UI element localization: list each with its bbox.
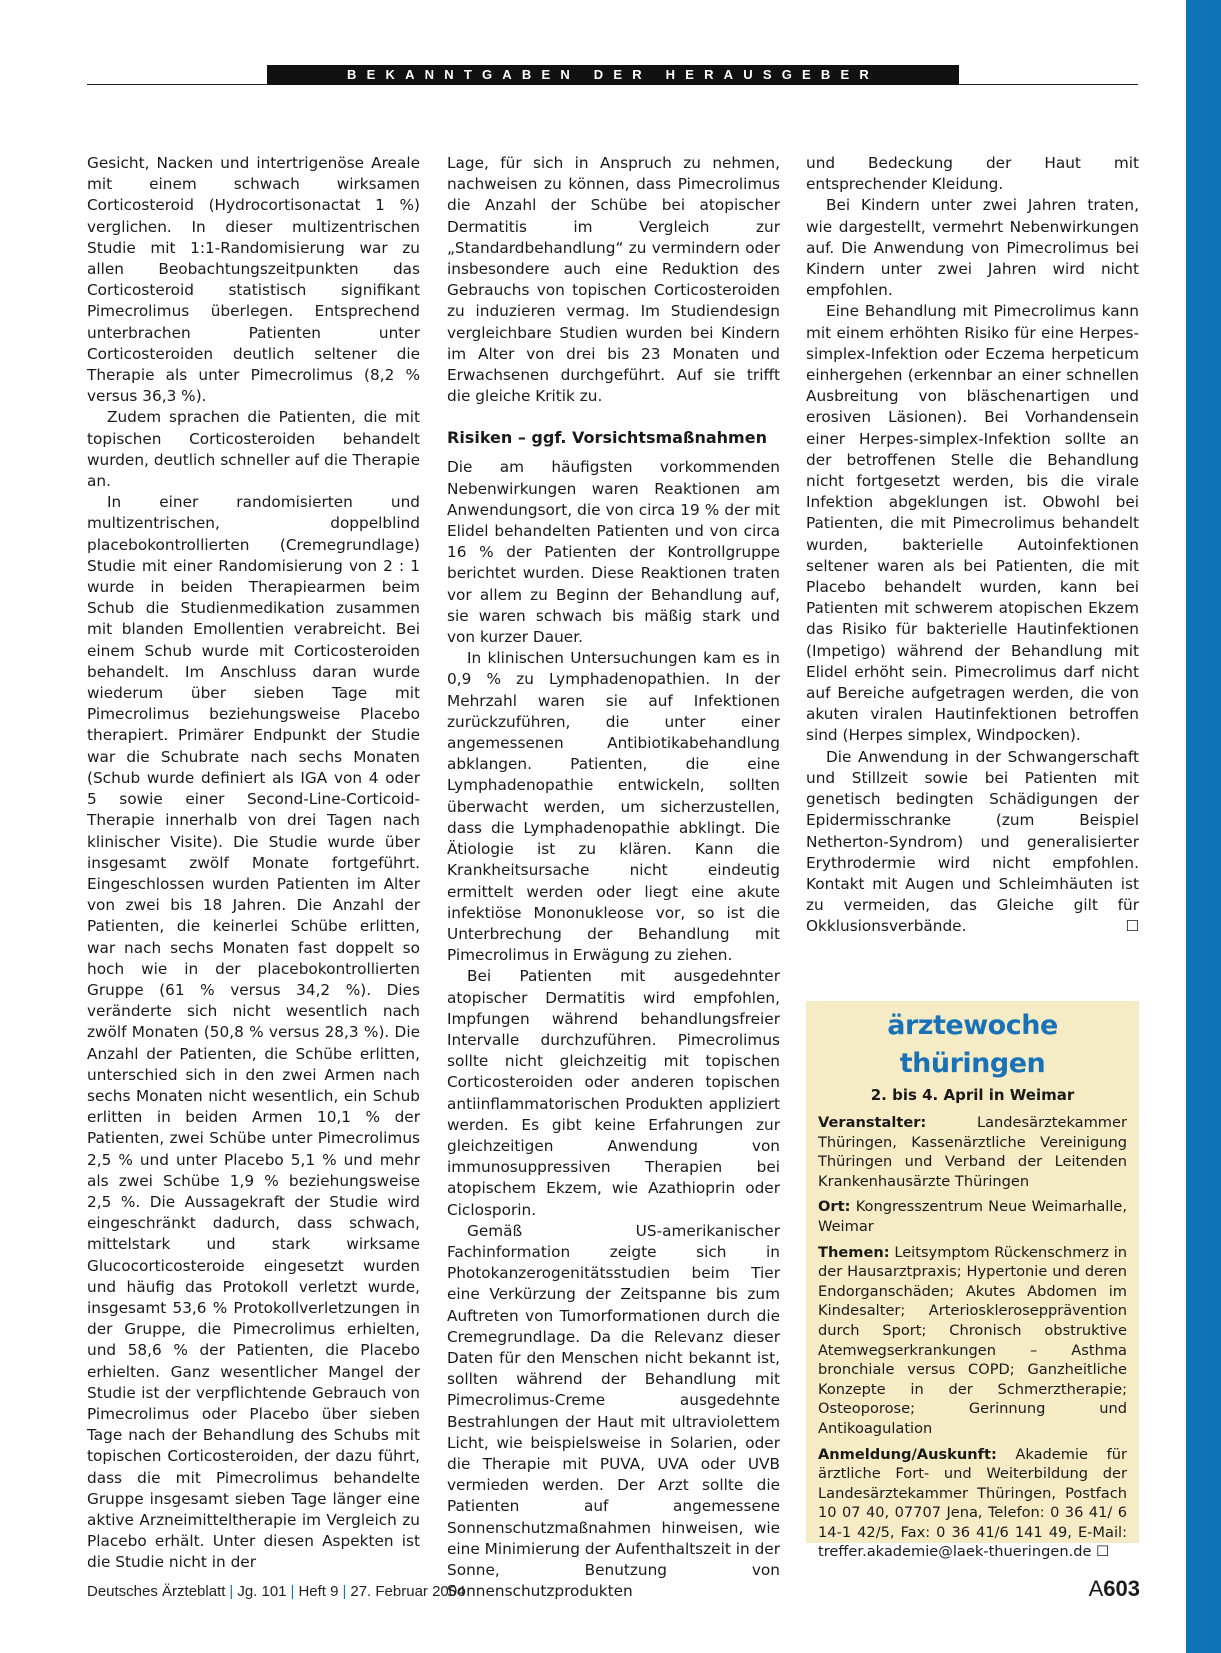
paragraph: und Bedeckung der Haut mit entsprechender Kleidung.	[806, 154, 1139, 194]
issue: Heft 9	[298, 1583, 339, 1600]
volume: Jg. 101	[237, 1583, 287, 1600]
location-text: Kongresszentrum Neue Weimarhalle, Weimar	[818, 1198, 1127, 1235]
paragraph	[806, 747, 1139, 938]
end-of-box-mark: ☐	[1096, 1543, 1110, 1561]
separator: |	[342, 1583, 347, 1600]
paragraph: Zudem sprachen die Patienten, die mit topischen Corticosteroiden behandelt wurden, deutlich schneller auf die Therapie an.	[87, 408, 420, 491]
journal-name: Deutsches Ärzteblatt	[87, 1583, 226, 1600]
side-accent-bar	[1186, 0, 1221, 1653]
event-topics	[818, 1243, 1127, 1439]
paragraph: Eine Behandlung mit Pimecrolimus kann mit einem erhöhten Risiko für eine Herpes-simplex-Infektion oder Eczema herpeticum einhergehen (erkennbar an einer schnellen Ausbreitung von bläschenartigen und erosiven Läsionen). Bei Vorhandensein einer Herpes-simplex-Infektion sollte an der betroffenen Stelle die Behandlung nicht fortgesetzt werden, bis die virale Infektion abgeklungen ist. Obwohl bei Patienten, die mit Pimecrolimus behandelt wurden, bakterielle Autoinfektionen seltener waren als bei Patienten, die mit Placebo behandelt wurden, kann bei Patienten mit schwerem atopischen Ekzem das Risiko für bakterielle Hautinfektionen (Impetigo) während der Behandlung mit Elidel erhöht sein. Pimecrolimus darf nicht auf Bereiche aufgetragen werden, die von akuten viralen Hautinfektionen betroffen sind (Herpes simplex, Windpocken).	[806, 302, 1139, 745]
paragraph: Bei Patienten mit ausgedehnter atopischer Dermatitis wird empfohlen, Impfungen während behandlungsfreier Intervalle durchzuführen. Pimecrolimus sollte nicht gleichzeitig mit topischen Corticosteroiden oder anderen topischen antiinflammatorischen Produkten appliziert werden. Es gibt keine Erfahrungen zur gleichzeitigen Anwendung von immunosuppressiven Therapien bei atopischem Ekzem, wie Azathioprin oder Ciclosporin.	[447, 967, 780, 1219]
paragraph: Die am häufigsten vorkommenden Nebenwirkungen waren Reaktionen am Anwendungsort, die von circa 19 % der mit Elidel behandelten Patienten und von circa 16 % der Patienten der Kontrollgruppe berichtet wurden. Diese Reaktionen traten vor allem zu Beginn der Behandlung auf, sie waren schwach bis mäßig stark und von kurzer Dauer.	[447, 458, 780, 647]
section-header: BEKANNTGABEN DER HERAUSGEBER	[267, 65, 959, 85]
organizer-label: Veranstalter:	[818, 1114, 927, 1131]
text-column-3	[806, 153, 1139, 938]
footer-citation	[87, 1583, 465, 1600]
separator: |	[229, 1583, 234, 1600]
contact-text: Akademie für ärztliche Fort- und Weiterbildung der Landesärztekammer Thüringen, Postfach 10 07 40, 07707 Jena, Telefon: 0 36 41/ 6 14-1 42/5, Fax: 0 36 41/6 141 49, E-Mail: treffer.akademie@laek-thueringen.de	[818, 1445, 1127, 1561]
end-of-article-mark: ☐	[1125, 917, 1139, 936]
event-info-box	[806, 1001, 1139, 1561]
paragraph: Lage, für sich in Anspruch zu nehmen, nachweisen zu können, dass Pimecrolimus die Anzahl der Schübe bei atopischer Dermatitis im Vergleich zur „Standardbehandlung“ zu vermindern oder insbesondere auch eine Reduktion des Gebrauchs von topischen Corticosteroiden zu induzieren vermag. Im Studiendesign vergleichbare Studien wurden bei Kindern im Alter von drei bis 23 Monaten und Erwachsenen durchgeführt. Auf sie trifft die gleiche Kritik zu.	[447, 154, 780, 406]
section-heading: Risiken – ggf. Vorsichtsmaßnahmen	[447, 428, 767, 448]
paragraph: Gesicht, Nacken und intertrigenöse Areale mit einem schwach wirksamen Corticosteroid (Hydrocortisonactat 1 %) verglichen. In dieser multizentrischen Studie mit 1:1-Randomisierung war zu allen Beobachtungszeitpunkten das Corticosteroid statistisch signifikant Pimecrolimus überlegen. Entsprechend unterbrachen Patienten unter Corticosteroiden deutlich seltener die Therapie als unter Pimecrolimus (8,2 % versus 36,3 %).	[87, 154, 420, 406]
location-label: Ort:	[818, 1198, 851, 1216]
topics-text: Leitsymptom Rückenschmerz in der Hausarztpraxis; Hypertonie und deren Endorganschäden; Akutes Abdomen im Kindesalter; Arteriosklerosepprävention durch Sport; Chronisch obstruktive Atemwegserkrankungen – Asthma bronchiale versus COPD; Ganzheitliche Konzepte in der Schmerztherapie; Osteoporose; Gerinnung und Antikoagulation	[818, 1243, 1127, 1437]
paragraph: Gemäß US-amerikanischer Fachinformation zeigte sich in Photokanzerogenitätsstudien beim Tier eine Verkürzung der Zeitspanne bis zum Auftreten von Tumorformationen durch die Cremegrundlage. Da die Relevanz dieser Daten für den Menschen nicht bekannt ist, sollten während der Behandlung mit Pimecrolimus-Creme ausgedehnte Bestrahlungen der Haut mit ultraviolettem Licht, wie beispielsweise in Solarien, oder die Therapie mit PUVA, UVA oder UVB vermieden werden. Der Arzt sollte die Patienten auf angemessene Sonnenschutzmaßnahmen hinweisen, wie eine Minimierung der Aufenthaltszeit in der Sonne, Benutzung von Sonnenschutzprodukten	[447, 1221, 780, 1601]
separator: |	[290, 1583, 295, 1600]
organizer-text: Landesärztekammer Thüringen, Kassenärztliche Vereinigung Thüringen und Verband der Leitenden Krankenhausärzte Thüringen	[818, 1114, 1127, 1190]
text-column-2	[447, 153, 780, 1602]
event-contact	[818, 1445, 1127, 1563]
event-location	[818, 1197, 1127, 1236]
event-organizer	[818, 1113, 1127, 1191]
page-number-value: 603	[1103, 1576, 1140, 1601]
paragraph: In klinischen Untersuchungen kam es in 0,9 % zu Lymphadenopathien. In der Mehrzahl waren sie auf Infektionen zurückzuführen, die unter einer angemessenen Antibiotikabehandlung abklangen. Patienten, die eine Lymphadenopathie entwickeln, sollten überwacht werden, um sicherzustellen, dass die Lymphadenopathie abklingt. Die Ätiologie ist zu klären. Kann die Krankheitsursache nicht eindeutig ermittelt werden oder liegt eine akute infektiöse Mononukleose vor, so ist die Unterbrechung der Behandlung mit Pimecrolimus in Erwägung zu ziehen.	[447, 649, 780, 965]
paragraph: In einer randomisierten und multizentrischen, doppelblind placebokontrollierten (Cremegrundlage) Studie mit einer Randomisierung von 2 : 1 wurde in beiden Therapiearmen beim Schub die Studienmedikation zusammen mit blanden Emollentien verabreicht. Bei einem Schub wurde mit Corticosteroiden behandelt. Im Anschluss daran wurde wiederum über sieben Tage mit Pimecrolimus beziehungsweise Placebo therapiert. Primärer Endpunkt der Studie war die Schubrate nach sechs Monaten (Schub wurde definiert als IGA von 4 oder 5 sowie einer Second-Line-Corticoid-Therapie innerhalb von drei Tagen nach klinischer Visite). Die Studie wurde über insgesamt zwölf Monate fortgeführt. Eingeschlossen wurden Patienten im Alter von zwei bis 18 Jahren. Die Anzahl der Patienten, die keinerlei Schübe erlitten, war nach sechs Monaten fast doppelt so hoch wie in der placebokontrollierten Gruppe (61 % versus 34,2 %). Dies veränderte sich nicht wesentlich nach zwölf Monaten (50,8 % versus 28,3 %). Die Anzahl der Patienten, die Schübe erlitten, unterschied sich in den zwei Armen nach sechs Monaten nicht wesentlich, ein Schub erlitten in beiden Armen 10,1 % der Patienten, zwei Schübe unter Pimecrolimus 2,5 % und unter Placebo 5,1 % und mehr als zwei Schübe 1,9 % beziehungsweise 2,5 %. Die Aussagekraft der Studie wird eingeschränkt dadurch, dass schwach, mittelstark und stark wirksame Glucocorticosteroide eingesetzt wurden und häufig das Protokoll verletzt wurde, insgesamt 53,6 % Protokollverletzungen in der Gruppe, die Pimecrolimus erhielten, und 58,6 % der Patienten, die Placebo erhielten. Ganz wesentlicher Mangel der Studie ist der verpflichtende Gebrauch von Pimecrolimus oder Placebo über sieben Tage nach der Behandlung des Schubs mit topischen Corticosteroiden, der dazu führt, dass die mit Pimecrolimus behandelte Gruppe insgesamt sieben Tage länger eine aktive Arzneimitteltherapie im Vergleich zu Placebo erhält. Unter diesen Aspekten ist die Studie nicht in der	[87, 493, 420, 1572]
page-prefix: A	[1088, 1576, 1104, 1601]
paragraph-text: Die Anwendung in der Schwangerschaft und Stillzeit sowie bei Patienten mit genetisch bedingten Schädigungen der Epidermisschranke (zum Beispiel Netherton-Syndrom) und generalisierter Erythrodermie wird nicht empfohlen. Kontakt mit Augen und Schleimhäuten ist zu vermeiden, das Gleiche gilt für Okklusionsverbände.	[806, 747, 1139, 936]
text-column-1	[87, 153, 420, 1574]
paragraph: Bei Kindern unter zwei Jahren traten, wie dargestellt, vermehrt Nebenwirkungen auf. Die Anwendung von Pimecrolimus bei Kindern unter zwei Jahren wird nicht empfohlen.	[806, 196, 1139, 300]
contact-label: Anmeldung/Auskunft:	[818, 1445, 997, 1463]
topics-label: Themen:	[818, 1243, 890, 1261]
event-date: 2. bis 4. April in Weimar	[870, 1086, 1075, 1104]
event-title: ärztewoche thüringen	[887, 1010, 1058, 1079]
issue-date: 27. Februar 2004	[350, 1583, 466, 1600]
page-number	[1040, 1576, 1140, 1602]
